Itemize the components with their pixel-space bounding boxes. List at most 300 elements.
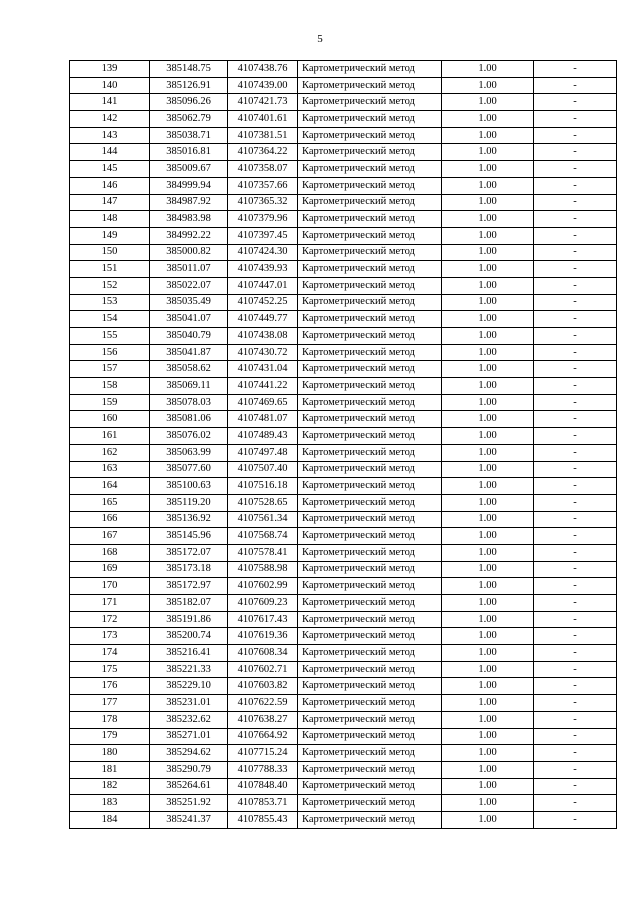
- accuracy-cell: 1.00: [442, 211, 534, 228]
- coordinates-table: [69, 60, 617, 829]
- y-coordinate-cell: 4107619.36: [228, 628, 298, 645]
- x-coordinate-cell: 385016.81: [150, 144, 228, 161]
- accuracy-cell: 1.00: [442, 444, 534, 461]
- method-cell: Картометрический метод: [298, 444, 442, 461]
- table-row: [70, 328, 617, 345]
- y-coordinate-cell: 4107848.40: [228, 778, 298, 795]
- note-cell: -: [534, 261, 617, 278]
- accuracy-cell: 1.00: [442, 544, 534, 561]
- accuracy-cell: 1.00: [442, 261, 534, 278]
- point-number-cell: 153: [70, 294, 150, 311]
- method-cell: Картометрический метод: [298, 361, 442, 378]
- table-row: [70, 728, 617, 745]
- note-cell: -: [534, 494, 617, 511]
- method-cell: Картометрический метод: [298, 261, 442, 278]
- y-coordinate-cell: 4107439.93: [228, 261, 298, 278]
- method-cell: Картометрический метод: [298, 77, 442, 94]
- method-cell: Картометрический метод: [298, 244, 442, 261]
- point-number-cell: 156: [70, 344, 150, 361]
- accuracy-cell: 1.00: [442, 578, 534, 595]
- x-coordinate-cell: 385041.87: [150, 344, 228, 361]
- y-coordinate-cell: 4107715.24: [228, 745, 298, 762]
- point-number-cell: 162: [70, 444, 150, 461]
- method-cell: Картометрический метод: [298, 678, 442, 695]
- x-coordinate-cell: 385294.62: [150, 745, 228, 762]
- y-coordinate-cell: 4107489.43: [228, 428, 298, 445]
- note-cell: -: [534, 528, 617, 545]
- accuracy-cell: 1.00: [442, 428, 534, 445]
- y-coordinate-cell: 4107364.22: [228, 144, 298, 161]
- method-cell: Картометрический метод: [298, 478, 442, 495]
- note-cell: -: [534, 561, 617, 578]
- point-number-cell: 154: [70, 311, 150, 328]
- accuracy-cell: 1.00: [442, 711, 534, 728]
- note-cell: -: [534, 778, 617, 795]
- y-coordinate-cell: 4107528.65: [228, 494, 298, 511]
- method-cell: Картометрический метод: [298, 561, 442, 578]
- x-coordinate-cell: 385191.86: [150, 611, 228, 628]
- accuracy-cell: 1.00: [442, 494, 534, 511]
- method-cell: Картометрический метод: [298, 227, 442, 244]
- accuracy-cell: 1.00: [442, 745, 534, 762]
- note-cell: -: [534, 811, 617, 828]
- note-cell: -: [534, 161, 617, 178]
- accuracy-cell: 1.00: [442, 511, 534, 528]
- method-cell: Картометрический метод: [298, 578, 442, 595]
- y-coordinate-cell: 4107421.73: [228, 94, 298, 111]
- table-row: [70, 578, 617, 595]
- method-cell: Картометрический метод: [298, 277, 442, 294]
- coordinates-table-body: [70, 61, 617, 829]
- table-row: [70, 695, 617, 712]
- table-row: [70, 511, 617, 528]
- y-coordinate-cell: 4107578.41: [228, 544, 298, 561]
- y-coordinate-cell: 4107469.65: [228, 394, 298, 411]
- method-cell: Картометрический метод: [298, 61, 442, 78]
- x-coordinate-cell: 385241.37: [150, 811, 228, 828]
- method-cell: Картометрический метод: [298, 144, 442, 161]
- point-number-cell: 178: [70, 711, 150, 728]
- point-number-cell: 169: [70, 561, 150, 578]
- table-row: [70, 561, 617, 578]
- note-cell: -: [534, 595, 617, 612]
- note-cell: -: [534, 478, 617, 495]
- point-number-cell: 176: [70, 678, 150, 695]
- table-row: [70, 394, 617, 411]
- note-cell: -: [534, 311, 617, 328]
- table-row: [70, 811, 617, 828]
- point-number-cell: 140: [70, 77, 150, 94]
- note-cell: -: [534, 544, 617, 561]
- x-coordinate-cell: 385062.79: [150, 111, 228, 128]
- x-coordinate-cell: 385200.74: [150, 628, 228, 645]
- table-row: [70, 227, 617, 244]
- accuracy-cell: 1.00: [442, 61, 534, 78]
- table-row: [70, 261, 617, 278]
- page-number: 5: [317, 33, 323, 45]
- x-coordinate-cell: 385126.91: [150, 77, 228, 94]
- y-coordinate-cell: 4107381.51: [228, 127, 298, 144]
- accuracy-cell: 1.00: [442, 595, 534, 612]
- accuracy-cell: 1.00: [442, 294, 534, 311]
- point-number-cell: 144: [70, 144, 150, 161]
- accuracy-cell: 1.00: [442, 311, 534, 328]
- table-row: [70, 378, 617, 395]
- y-coordinate-cell: 4107379.96: [228, 211, 298, 228]
- note-cell: -: [534, 428, 617, 445]
- x-coordinate-cell: 385221.33: [150, 661, 228, 678]
- method-cell: Картометрический метод: [298, 661, 442, 678]
- note-cell: -: [534, 328, 617, 345]
- method-cell: Картометрический метод: [298, 211, 442, 228]
- table-row: [70, 595, 617, 612]
- point-number-cell: 167: [70, 528, 150, 545]
- y-coordinate-cell: 4107497.48: [228, 444, 298, 461]
- x-coordinate-cell: 385290.79: [150, 761, 228, 778]
- accuracy-cell: 1.00: [442, 561, 534, 578]
- y-coordinate-cell: 4107664.92: [228, 728, 298, 745]
- x-coordinate-cell: 385229.10: [150, 678, 228, 695]
- point-number-cell: 151: [70, 261, 150, 278]
- accuracy-cell: 1.00: [442, 411, 534, 428]
- note-cell: -: [534, 144, 617, 161]
- table-row: [70, 344, 617, 361]
- method-cell: Картометрический метод: [298, 811, 442, 828]
- x-coordinate-cell: 384987.92: [150, 194, 228, 211]
- table-row: [70, 127, 617, 144]
- method-cell: Картометрический метод: [298, 544, 442, 561]
- x-coordinate-cell: 385009.67: [150, 161, 228, 178]
- point-number-cell: 163: [70, 461, 150, 478]
- table-row: [70, 144, 617, 161]
- table-row: [70, 628, 617, 645]
- method-cell: Картометрический метод: [298, 628, 442, 645]
- table-row: [70, 745, 617, 762]
- point-number-cell: 157: [70, 361, 150, 378]
- note-cell: -: [534, 628, 617, 645]
- y-coordinate-cell: 4107452.25: [228, 294, 298, 311]
- method-cell: Картометрический метод: [298, 795, 442, 812]
- note-cell: -: [534, 795, 617, 812]
- point-number-cell: 160: [70, 411, 150, 428]
- point-number-cell: 172: [70, 611, 150, 628]
- method-cell: Картометрический метод: [298, 294, 442, 311]
- x-coordinate-cell: 385078.03: [150, 394, 228, 411]
- x-coordinate-cell: 385251.92: [150, 795, 228, 812]
- table-row: [70, 444, 617, 461]
- accuracy-cell: 1.00: [442, 528, 534, 545]
- note-cell: -: [534, 77, 617, 94]
- note-cell: -: [534, 361, 617, 378]
- y-coordinate-cell: 4107430.72: [228, 344, 298, 361]
- note-cell: -: [534, 511, 617, 528]
- y-coordinate-cell: 4107853.71: [228, 795, 298, 812]
- x-coordinate-cell: 385040.79: [150, 328, 228, 345]
- y-coordinate-cell: 4107561.34: [228, 511, 298, 528]
- x-coordinate-cell: 385058.62: [150, 361, 228, 378]
- y-coordinate-cell: 4107602.99: [228, 578, 298, 595]
- y-coordinate-cell: 4107401.61: [228, 111, 298, 128]
- note-cell: -: [534, 444, 617, 461]
- point-number-cell: 145: [70, 161, 150, 178]
- point-number-cell: 182: [70, 778, 150, 795]
- accuracy-cell: 1.00: [442, 94, 534, 111]
- y-coordinate-cell: 4107441.22: [228, 378, 298, 395]
- accuracy-cell: 1.00: [442, 111, 534, 128]
- point-number-cell: 168: [70, 544, 150, 561]
- y-coordinate-cell: 4107603.82: [228, 678, 298, 695]
- method-cell: Картометрический метод: [298, 711, 442, 728]
- note-cell: -: [534, 127, 617, 144]
- table-row: [70, 428, 617, 445]
- method-cell: Картометрический метод: [298, 311, 442, 328]
- x-coordinate-cell: 385022.07: [150, 277, 228, 294]
- x-coordinate-cell: 385172.97: [150, 578, 228, 595]
- table-row: [70, 778, 617, 795]
- accuracy-cell: 1.00: [442, 378, 534, 395]
- method-cell: Картометрический метод: [298, 645, 442, 662]
- point-number-cell: 147: [70, 194, 150, 211]
- method-cell: Картометрический метод: [298, 595, 442, 612]
- y-coordinate-cell: 4107438.76: [228, 61, 298, 78]
- y-coordinate-cell: 4107507.40: [228, 461, 298, 478]
- method-cell: Картометрический метод: [298, 127, 442, 144]
- accuracy-cell: 1.00: [442, 645, 534, 662]
- method-cell: Картометрический метод: [298, 528, 442, 545]
- table-row: [70, 411, 617, 428]
- method-cell: Картометрический метод: [298, 494, 442, 511]
- point-number-cell: 150: [70, 244, 150, 261]
- point-number-cell: 139: [70, 61, 150, 78]
- point-number-cell: 158: [70, 378, 150, 395]
- y-coordinate-cell: 4107516.18: [228, 478, 298, 495]
- note-cell: -: [534, 61, 617, 78]
- point-number-cell: 141: [70, 94, 150, 111]
- note-cell: -: [534, 711, 617, 728]
- accuracy-cell: 1.00: [442, 761, 534, 778]
- note-cell: -: [534, 194, 617, 211]
- x-coordinate-cell: 385069.11: [150, 378, 228, 395]
- x-coordinate-cell: 385271.01: [150, 728, 228, 745]
- x-coordinate-cell: 385231.01: [150, 695, 228, 712]
- y-coordinate-cell: 4107447.01: [228, 277, 298, 294]
- y-coordinate-cell: 4107788.33: [228, 761, 298, 778]
- y-coordinate-cell: 4107608.34: [228, 645, 298, 662]
- accuracy-cell: 1.00: [442, 461, 534, 478]
- accuracy-cell: 1.00: [442, 628, 534, 645]
- point-number-cell: 143: [70, 127, 150, 144]
- note-cell: -: [534, 294, 617, 311]
- x-coordinate-cell: 384992.22: [150, 227, 228, 244]
- x-coordinate-cell: 385077.60: [150, 461, 228, 478]
- table-row: [70, 494, 617, 511]
- method-cell: Картометрический метод: [298, 695, 442, 712]
- accuracy-cell: 1.00: [442, 728, 534, 745]
- note-cell: -: [534, 728, 617, 745]
- method-cell: Картометрический метод: [298, 94, 442, 111]
- x-coordinate-cell: 384999.94: [150, 177, 228, 194]
- point-number-cell: 173: [70, 628, 150, 645]
- note-cell: -: [534, 227, 617, 244]
- point-number-cell: 170: [70, 578, 150, 595]
- point-number-cell: 159: [70, 394, 150, 411]
- method-cell: Картометрический метод: [298, 344, 442, 361]
- y-coordinate-cell: 4107638.27: [228, 711, 298, 728]
- x-coordinate-cell: 385035.49: [150, 294, 228, 311]
- accuracy-cell: 1.00: [442, 695, 534, 712]
- point-number-cell: 180: [70, 745, 150, 762]
- table-row: [70, 645, 617, 662]
- point-number-cell: 183: [70, 795, 150, 812]
- note-cell: -: [534, 761, 617, 778]
- note-cell: -: [534, 378, 617, 395]
- y-coordinate-cell: 4107855.43: [228, 811, 298, 828]
- point-number-cell: 166: [70, 511, 150, 528]
- accuracy-cell: 1.00: [442, 277, 534, 294]
- accuracy-cell: 1.00: [442, 194, 534, 211]
- table-row: [70, 194, 617, 211]
- table-row: [70, 361, 617, 378]
- table-row: [70, 478, 617, 495]
- x-coordinate-cell: 385232.62: [150, 711, 228, 728]
- note-cell: -: [534, 211, 617, 228]
- y-coordinate-cell: 4107438.08: [228, 328, 298, 345]
- table-row: [70, 244, 617, 261]
- note-cell: -: [534, 695, 617, 712]
- point-number-cell: 181: [70, 761, 150, 778]
- point-number-cell: 179: [70, 728, 150, 745]
- x-coordinate-cell: 385136.92: [150, 511, 228, 528]
- method-cell: Картометрический метод: [298, 728, 442, 745]
- x-coordinate-cell: 385081.06: [150, 411, 228, 428]
- method-cell: Картометрический метод: [298, 511, 442, 528]
- x-coordinate-cell: 385041.07: [150, 311, 228, 328]
- table-row: [70, 795, 617, 812]
- table-row: [70, 161, 617, 178]
- point-number-cell: 155: [70, 328, 150, 345]
- point-number-cell: 171: [70, 595, 150, 612]
- method-cell: Картометрический метод: [298, 161, 442, 178]
- method-cell: Картометрический метод: [298, 111, 442, 128]
- table-row: [70, 678, 617, 695]
- x-coordinate-cell: 385172.07: [150, 544, 228, 561]
- accuracy-cell: 1.00: [442, 161, 534, 178]
- note-cell: -: [534, 177, 617, 194]
- method-cell: Картометрический метод: [298, 761, 442, 778]
- accuracy-cell: 1.00: [442, 478, 534, 495]
- table-row: [70, 661, 617, 678]
- y-coordinate-cell: 4107358.07: [228, 161, 298, 178]
- point-number-cell: 165: [70, 494, 150, 511]
- method-cell: Картометрический метод: [298, 778, 442, 795]
- y-coordinate-cell: 4107357.66: [228, 177, 298, 194]
- x-coordinate-cell: 385000.82: [150, 244, 228, 261]
- point-number-cell: 161: [70, 428, 150, 445]
- accuracy-cell: 1.00: [442, 811, 534, 828]
- note-cell: -: [534, 277, 617, 294]
- point-number-cell: 142: [70, 111, 150, 128]
- note-cell: -: [534, 745, 617, 762]
- table-row: [70, 461, 617, 478]
- accuracy-cell: 1.00: [442, 77, 534, 94]
- table-row: [70, 528, 617, 545]
- y-coordinate-cell: 4107449.77: [228, 311, 298, 328]
- y-coordinate-cell: 4107602.71: [228, 661, 298, 678]
- y-coordinate-cell: 4107568.74: [228, 528, 298, 545]
- x-coordinate-cell: 385148.75: [150, 61, 228, 78]
- point-number-cell: 184: [70, 811, 150, 828]
- y-coordinate-cell: 4107609.23: [228, 595, 298, 612]
- point-number-cell: 164: [70, 478, 150, 495]
- point-number-cell: 174: [70, 645, 150, 662]
- point-number-cell: 177: [70, 695, 150, 712]
- accuracy-cell: 1.00: [442, 227, 534, 244]
- y-coordinate-cell: 4107365.32: [228, 194, 298, 211]
- accuracy-cell: 1.00: [442, 328, 534, 345]
- table-row: [70, 94, 617, 111]
- point-number-cell: 152: [70, 277, 150, 294]
- table-row: [70, 77, 617, 94]
- note-cell: -: [534, 411, 617, 428]
- x-coordinate-cell: 385119.20: [150, 494, 228, 511]
- method-cell: Картометрический метод: [298, 177, 442, 194]
- x-coordinate-cell: 385076.02: [150, 428, 228, 445]
- y-coordinate-cell: 4107481.07: [228, 411, 298, 428]
- point-number-cell: 148: [70, 211, 150, 228]
- accuracy-cell: 1.00: [442, 678, 534, 695]
- x-coordinate-cell: 385145.96: [150, 528, 228, 545]
- accuracy-cell: 1.00: [442, 778, 534, 795]
- table-row: [70, 711, 617, 728]
- y-coordinate-cell: 4107424.30: [228, 244, 298, 261]
- note-cell: -: [534, 645, 617, 662]
- note-cell: -: [534, 111, 617, 128]
- accuracy-cell: 1.00: [442, 344, 534, 361]
- x-coordinate-cell: 385096.26: [150, 94, 228, 111]
- method-cell: Картометрический метод: [298, 745, 442, 762]
- accuracy-cell: 1.00: [442, 177, 534, 194]
- point-number-cell: 146: [70, 177, 150, 194]
- note-cell: -: [534, 578, 617, 595]
- y-coordinate-cell: 4107622.59: [228, 695, 298, 712]
- accuracy-cell: 1.00: [442, 244, 534, 261]
- x-coordinate-cell: 385182.07: [150, 595, 228, 612]
- accuracy-cell: 1.00: [442, 394, 534, 411]
- accuracy-cell: 1.00: [442, 661, 534, 678]
- accuracy-cell: 1.00: [442, 361, 534, 378]
- method-cell: Картометрический метод: [298, 411, 442, 428]
- accuracy-cell: 1.00: [442, 127, 534, 144]
- accuracy-cell: 1.00: [442, 795, 534, 812]
- note-cell: -: [534, 344, 617, 361]
- point-number-cell: 175: [70, 661, 150, 678]
- y-coordinate-cell: 4107397.45: [228, 227, 298, 244]
- method-cell: Картометрический метод: [298, 394, 442, 411]
- accuracy-cell: 1.00: [442, 144, 534, 161]
- note-cell: -: [534, 94, 617, 111]
- method-cell: Картометрический метод: [298, 611, 442, 628]
- method-cell: Картометрический метод: [298, 194, 442, 211]
- x-coordinate-cell: 385063.99: [150, 444, 228, 461]
- x-coordinate-cell: 385173.18: [150, 561, 228, 578]
- x-coordinate-cell: 385100.63: [150, 478, 228, 495]
- y-coordinate-cell: 4107588.98: [228, 561, 298, 578]
- x-coordinate-cell: 385011.07: [150, 261, 228, 278]
- method-cell: Картометрический метод: [298, 428, 442, 445]
- table-row: [70, 211, 617, 228]
- table-row: [70, 761, 617, 778]
- table-row: [70, 611, 617, 628]
